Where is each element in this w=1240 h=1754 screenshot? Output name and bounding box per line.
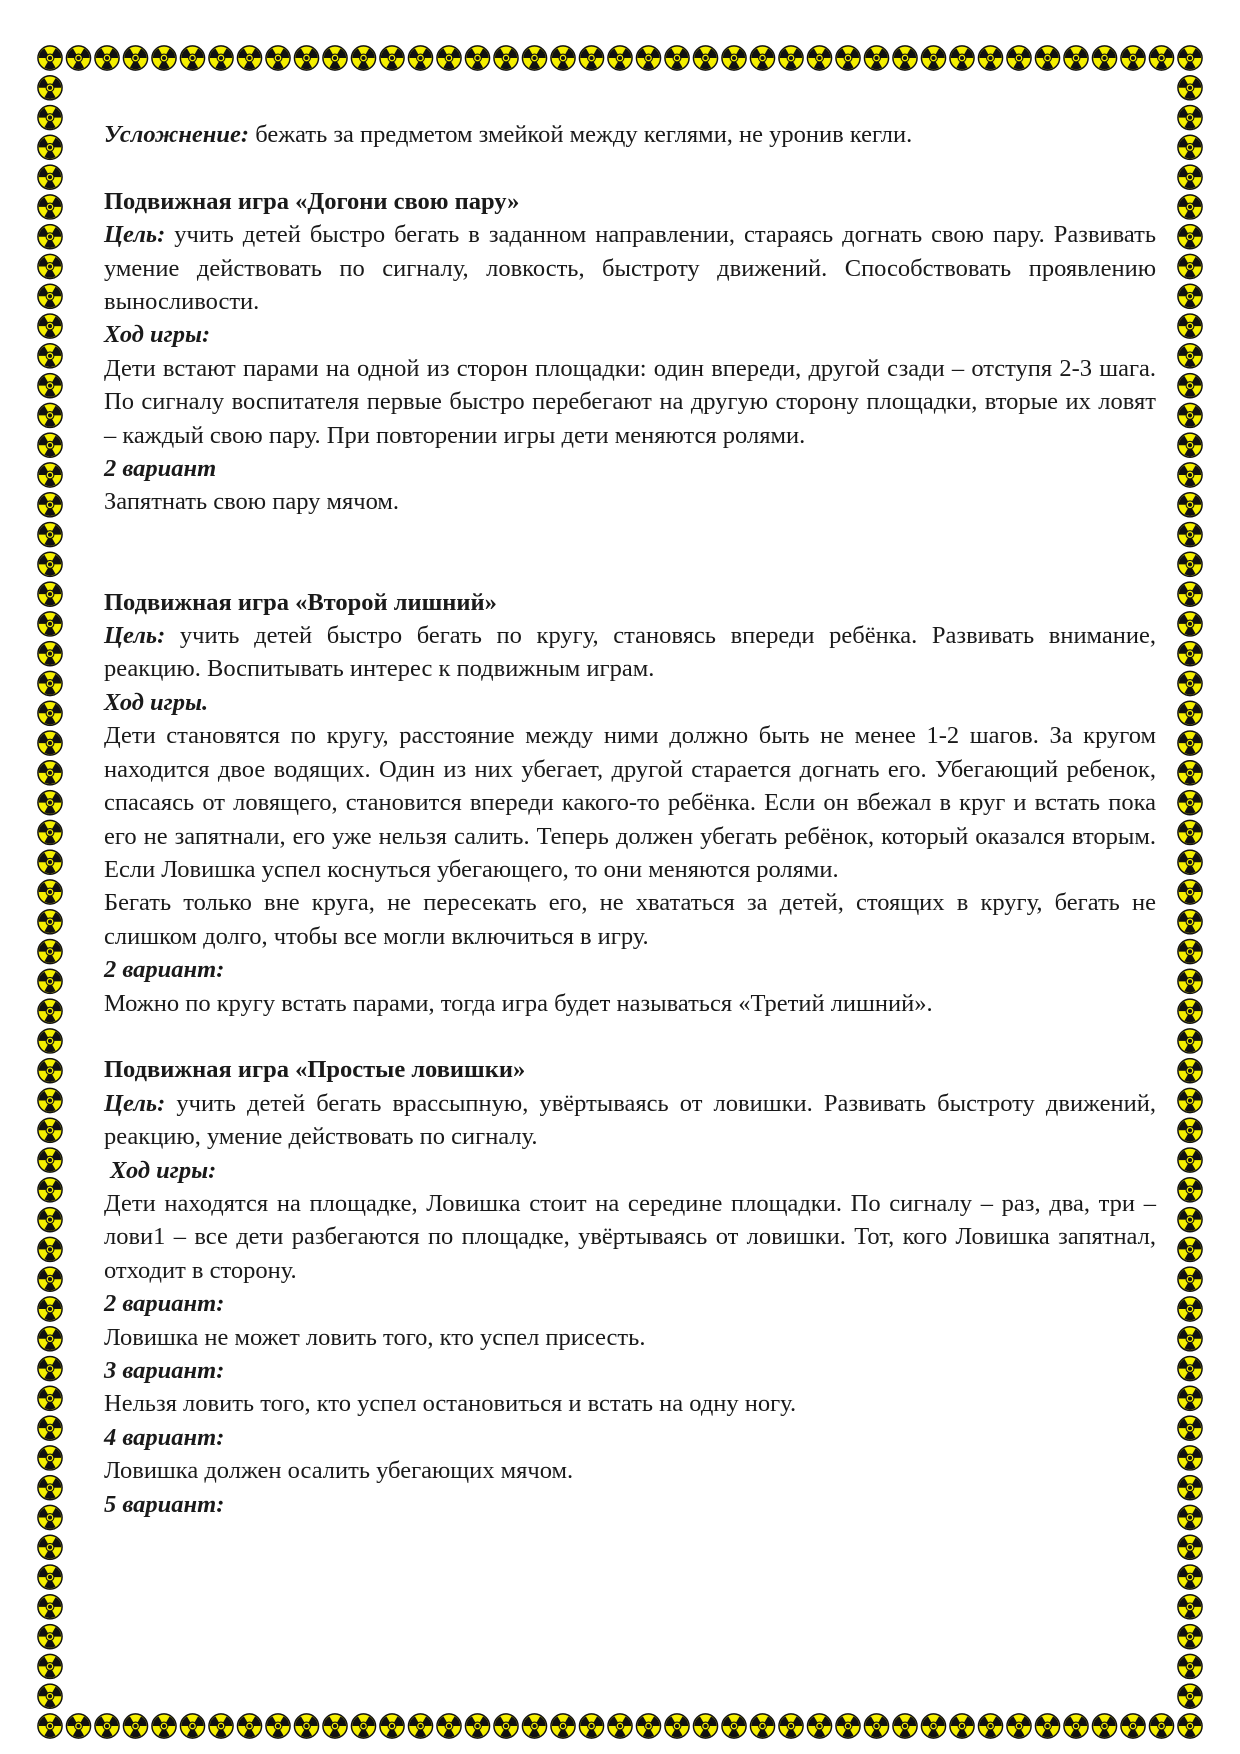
radiation-symbol-icon — [38, 1386, 62, 1410]
game-title: Подвижная игра «Догони свою пару» — [104, 187, 520, 215]
radiation-symbol-icon — [1178, 820, 1202, 844]
radiation-symbol-icon — [38, 552, 62, 576]
variant-label: 2 вариант: — [104, 956, 225, 984]
complication-paragraph — [104, 118, 1156, 151]
radiation-symbol-icon — [408, 1714, 432, 1738]
radiation-symbol-icon — [1178, 910, 1202, 934]
radiation-symbol-icon — [1178, 1505, 1202, 1529]
radiation-symbol-icon — [1007, 46, 1031, 70]
progress-label: Ход игры: — [104, 1156, 217, 1184]
radiation-symbol-icon — [38, 940, 62, 964]
radiation-symbol-icon — [38, 969, 62, 993]
radiation-symbol-icon — [921, 1714, 945, 1738]
radiation-symbol-icon — [38, 1505, 62, 1529]
variant-text: Запятнать свою пару мячом. — [104, 488, 400, 516]
goal-text: учить детей бегать врассыпную, увёртываясь от ловишки. Развивать быстроту движений, реакцию, умение действовать по сигналу. — [104, 1089, 1156, 1151]
radiation-symbol-icon — [38, 314, 62, 338]
game-title: Подвижная игра «Второй лишний» — [104, 588, 497, 616]
radiation-symbol-icon — [38, 1148, 62, 1172]
radiation-symbol-icon — [294, 1714, 318, 1738]
radiation-symbol-icon — [978, 46, 1002, 70]
radiation-symbol-icon — [38, 195, 62, 219]
radiation-symbol-icon — [893, 1714, 917, 1738]
radiation-symbol-icon — [38, 1029, 62, 1053]
radiation-symbol-icon — [38, 46, 62, 70]
radiation-symbol-icon — [1178, 1297, 1202, 1321]
radiation-symbol-icon — [1035, 46, 1059, 70]
progress-label: Ход игры. — [104, 688, 209, 716]
radiation-symbol-icon — [551, 46, 575, 70]
radiation-symbol-icon — [38, 403, 62, 427]
radiation-symbol-icon — [38, 701, 62, 725]
radiation-symbol-icon — [1178, 1178, 1202, 1202]
radiation-symbol-icon — [1121, 1714, 1145, 1738]
radiation-symbol-icon — [1092, 46, 1116, 70]
radiation-symbol-icon — [722, 1714, 746, 1738]
radiation-symbol-icon — [522, 46, 546, 70]
radiation-symbol-icon — [693, 46, 717, 70]
radiation-symbol-icon — [893, 46, 917, 70]
radiation-symbol-icon — [522, 1714, 546, 1738]
radiation-symbol-icon — [1178, 612, 1202, 636]
radiation-symbol-icon — [38, 880, 62, 904]
radiation-symbol-icon — [38, 1059, 62, 1083]
radiation-symbol-icon — [665, 1714, 689, 1738]
game-description: Дети встают парами на одной из сторон площадки: один впереди, другой сзади – отступя 2-3 шага. По сигналу воспитателя первые быстро перебегают на другую сторону площадки, вторые их ловят – каждый свою пару. При повторении игры дети меняются ролями. — [104, 354, 1156, 449]
radiation-symbol-icon — [95, 1714, 119, 1738]
radiation-symbol-icon — [1178, 1446, 1202, 1470]
radiation-symbol-icon — [266, 46, 290, 70]
radiation-symbol-icon — [38, 999, 62, 1023]
radiation-symbol-icon — [123, 1714, 147, 1738]
radiation-symbol-icon — [1178, 165, 1202, 189]
radiation-symbol-icon — [38, 225, 62, 249]
goal-label: Цель: — [104, 622, 166, 650]
radiation-symbol-icon — [1178, 1684, 1202, 1708]
radiation-symbol-icon — [1178, 1416, 1202, 1440]
radiation-symbol-icon — [38, 1178, 62, 1202]
variant-label: 2 вариант — [104, 455, 217, 483]
radiation-symbol-icon — [437, 1714, 461, 1738]
progress-label: Ход игры: — [104, 321, 211, 349]
radiation-symbol-icon — [95, 46, 119, 70]
radiation-symbol-icon — [1178, 969, 1202, 993]
radiation-symbol-icon — [1007, 1714, 1031, 1738]
variant-text: Ловишка не может ловить того, кто успел присесть. — [104, 1323, 646, 1351]
radiation-symbol-icon — [579, 46, 603, 70]
radiation-symbol-icon — [152, 46, 176, 70]
radiation-symbol-icon — [38, 1595, 62, 1619]
variant-label: 2 вариант: — [104, 1290, 225, 1318]
radiation-symbol-icon — [1178, 999, 1202, 1023]
radiation-symbol-icon — [1178, 1476, 1202, 1500]
radiation-symbol-icon — [38, 1297, 62, 1321]
goal-label: Цель: — [104, 1089, 166, 1117]
game-section-vtoroy-lishniy — [104, 586, 1156, 1020]
radiation-symbol-icon — [38, 850, 62, 874]
radiation-symbol-icon — [1178, 284, 1202, 308]
radiation-symbol-icon — [1178, 344, 1202, 368]
radiation-symbol-icon — [38, 582, 62, 606]
radiation-symbol-icon — [38, 254, 62, 278]
radiation-symbol-icon — [1178, 1118, 1202, 1142]
radiation-symbol-icon — [1178, 1625, 1202, 1649]
radiation-symbol-icon — [1178, 433, 1202, 457]
radiation-symbol-icon — [1064, 46, 1088, 70]
radiation-symbol-icon — [1178, 463, 1202, 487]
radiation-symbol-icon — [921, 46, 945, 70]
radiation-symbol-icon — [351, 46, 375, 70]
variant-label: 5 вариант: — [104, 1490, 225, 1518]
radiation-symbol-icon — [1178, 403, 1202, 427]
radiation-symbol-icon — [1178, 195, 1202, 219]
radiation-symbol-icon — [294, 46, 318, 70]
radiation-symbol-icon — [1178, 582, 1202, 606]
radiation-symbol-icon — [1178, 135, 1202, 159]
radiation-symbol-icon — [779, 1714, 803, 1738]
radiation-symbol-icon — [38, 910, 62, 934]
radiation-symbol-icon — [836, 46, 860, 70]
radiation-symbol-icon — [551, 1714, 575, 1738]
radiation-symbol-icon — [38, 1684, 62, 1708]
radiation-symbol-icon — [1178, 1208, 1202, 1232]
radiation-symbol-icon — [237, 1714, 261, 1738]
complication-label: Усложнение: — [104, 121, 250, 148]
variant-text: Можно по кругу встать парами, тогда игра будет называться «Третий лишний». — [104, 989, 933, 1017]
radiation-symbol-icon — [807, 1714, 831, 1738]
radiation-symbol-icon — [1178, 880, 1202, 904]
radiation-symbol-icon — [380, 1714, 404, 1738]
radiation-symbol-icon — [38, 493, 62, 517]
radiation-symbol-icon — [1178, 671, 1202, 695]
radiation-symbol-icon — [38, 1088, 62, 1112]
radiation-symbol-icon — [1178, 493, 1202, 517]
radiation-symbol-icon — [209, 46, 233, 70]
document-body — [104, 118, 1156, 1521]
radiation-symbol-icon — [722, 46, 746, 70]
radiation-symbol-icon — [608, 1714, 632, 1738]
radiation-symbol-icon — [38, 106, 62, 130]
radiation-symbol-icon — [1178, 1535, 1202, 1559]
radiation-symbol-icon — [750, 1714, 774, 1738]
radiation-symbol-icon — [1178, 850, 1202, 874]
variant-label: 3 вариант: — [104, 1356, 225, 1384]
radiation-symbol-icon — [465, 46, 489, 70]
radiation-symbol-icon — [1178, 1237, 1202, 1261]
radiation-symbol-icon — [1178, 940, 1202, 964]
radiation-symbol-icon — [38, 1565, 62, 1589]
radiation-symbol-icon — [66, 46, 90, 70]
radiation-symbol-icon — [636, 1714, 660, 1738]
radiation-symbol-icon — [38, 1476, 62, 1500]
radiation-symbol-icon — [38, 1535, 62, 1559]
radiation-symbol-icon — [978, 1714, 1002, 1738]
radiation-symbol-icon — [1178, 1386, 1202, 1410]
radiation-symbol-icon — [1035, 1714, 1059, 1738]
radiation-symbol-icon — [437, 46, 461, 70]
radiation-symbol-icon — [38, 344, 62, 368]
game-description: Дети становятся по кругу, расстояние между ними должно быть не менее 1-2 шагов. За кругом находится двое водящих. Один из них убегает, другой старается догнать его. Убегающий ребенок, спасаясь от ловящего, становится впереди какого-то ребёнка. Если он вбежал в круг и встать пока его не запятнали, его уже нельзя салить. Теперь должен убегать ребёнок, который оказался вторым. Если Ловишка успел коснуться убегающего, то они меняются ролями. — [104, 722, 1156, 883]
radiation-symbol-icon — [836, 1714, 860, 1738]
radiation-symbol-icon — [38, 1208, 62, 1232]
radiation-symbol-icon — [864, 46, 888, 70]
radiation-symbol-icon — [1178, 642, 1202, 666]
radiation-symbol-icon — [494, 46, 518, 70]
radiation-symbol-icon — [38, 642, 62, 666]
goal-label: Цель: — [104, 221, 166, 249]
radiation-symbol-icon — [636, 46, 660, 70]
radiation-symbol-icon — [465, 1714, 489, 1738]
radiation-symbol-icon — [38, 374, 62, 398]
radiation-symbol-icon — [1149, 1714, 1173, 1738]
radiation-symbol-icon — [66, 1714, 90, 1738]
radiation-symbol-icon — [38, 761, 62, 785]
radiation-symbol-icon — [266, 1714, 290, 1738]
radiation-symbol-icon — [1178, 1654, 1202, 1678]
radiation-symbol-icon — [1178, 791, 1202, 815]
radiation-symbol-icon — [38, 1654, 62, 1678]
radiation-symbol-icon — [38, 135, 62, 159]
variant-text: Ловишка должен осалить убегающих мячом. — [104, 1457, 574, 1485]
radiation-symbol-icon — [38, 1714, 62, 1738]
radiation-symbol-icon — [864, 1714, 888, 1738]
radiation-symbol-icon — [152, 1714, 176, 1738]
radiation-symbol-icon — [1178, 1088, 1202, 1112]
radiation-symbol-icon — [1178, 1267, 1202, 1291]
radiation-symbol-icon — [408, 46, 432, 70]
radiation-symbol-icon — [38, 791, 62, 815]
radiation-symbol-icon — [1178, 106, 1202, 130]
radiation-symbol-icon — [950, 46, 974, 70]
radiation-symbol-icon — [38, 284, 62, 308]
game-section-dogoni-svoyu-paru — [104, 185, 1156, 519]
radiation-symbol-icon — [807, 46, 831, 70]
radiation-symbol-icon — [38, 1446, 62, 1470]
radiation-symbol-icon — [38, 76, 62, 100]
goal-text: учить детей быстро бегать в заданном направлении, стараясь догнать свою пару. Развивать умение действовать по сигналу, ловкость, быстроту движений. Способствовать проявлению выносливости. — [104, 221, 1156, 316]
game-section-prostye-lovishki — [104, 1053, 1156, 1521]
radiation-symbol-icon — [1149, 46, 1173, 70]
radiation-symbol-icon — [779, 46, 803, 70]
radiation-symbol-icon — [1178, 523, 1202, 547]
radiation-symbol-icon — [38, 1416, 62, 1440]
goal-text: учить детей быстро бегать по кругу, становясь впереди ребёнка. Развивать внимание, реакцию. Воспитывать интерес к подвижным играм. — [104, 622, 1156, 683]
radiation-symbol-icon — [1064, 1714, 1088, 1738]
radiation-symbol-icon — [38, 1118, 62, 1142]
radiation-symbol-icon — [1178, 552, 1202, 576]
radiation-symbol-icon — [323, 46, 347, 70]
variant-text: Нельзя ловить того, кто успел остановиться и встать на одну ногу. — [104, 1390, 797, 1418]
game-title: Подвижная игра «Простые ловишки» — [104, 1056, 526, 1084]
radiation-symbol-icon — [1178, 76, 1202, 100]
radiation-symbol-icon — [237, 46, 261, 70]
radiation-symbol-icon — [38, 1625, 62, 1649]
radiation-symbol-icon — [38, 433, 62, 457]
radiation-symbol-icon — [38, 731, 62, 755]
radiation-symbol-icon — [38, 1327, 62, 1351]
radiation-symbol-icon — [1178, 1714, 1202, 1738]
radiation-symbol-icon — [1178, 1148, 1202, 1172]
game-description: Дети находятся на площадке, Ловишка стоит на середине площадки. По сигналу – раз, два, три – лови1 – все дети разбегаются по площадке, увёртываясь от ловишки. Тот, кого Ловишка запятнал, отходит в сторону. — [104, 1189, 1156, 1284]
game-rules: Бегать только вне круга, не пересекать его, не хвататься за детей, стоящих в кругу, бегать не слишком долго, чтобы все могли включиться в игру. — [104, 889, 1156, 950]
radiation-symbol-icon — [38, 523, 62, 547]
radiation-symbol-icon — [180, 1714, 204, 1738]
radiation-symbol-icon — [38, 1237, 62, 1261]
complication-text: бежать за предметом змейкой между кеглями, не уронив кегли. — [249, 121, 913, 148]
radiation-symbol-icon — [1178, 1029, 1202, 1053]
radiation-symbol-icon — [693, 1714, 717, 1738]
radiation-symbol-icon — [38, 165, 62, 189]
game-goal — [104, 619, 1156, 686]
radiation-symbol-icon — [665, 46, 689, 70]
radiation-symbol-icon — [1178, 374, 1202, 398]
radiation-symbol-icon — [323, 1714, 347, 1738]
radiation-symbol-icon — [209, 1714, 233, 1738]
radiation-symbol-icon — [1178, 1327, 1202, 1351]
radiation-symbol-icon — [38, 463, 62, 487]
radiation-symbol-icon — [950, 1714, 974, 1738]
radiation-symbol-icon — [38, 671, 62, 695]
radiation-symbol-icon — [38, 820, 62, 844]
variant-label: 4 вариант: — [104, 1423, 225, 1451]
radiation-symbol-icon — [1178, 46, 1202, 70]
radiation-symbol-icon — [1178, 314, 1202, 338]
radiation-symbol-icon — [1178, 254, 1202, 278]
radiation-symbol-icon — [38, 1357, 62, 1381]
game-goal — [104, 218, 1156, 318]
radiation-symbol-icon — [1092, 1714, 1116, 1738]
radiation-symbol-icon — [1178, 1059, 1202, 1083]
radiation-symbol-icon — [608, 46, 632, 70]
radiation-symbol-icon — [1178, 701, 1202, 725]
radiation-symbol-icon — [579, 1714, 603, 1738]
radiation-symbol-icon — [38, 612, 62, 636]
radiation-symbol-icon — [1178, 1595, 1202, 1619]
radiation-symbol-icon — [1121, 46, 1145, 70]
radiation-symbol-icon — [750, 46, 774, 70]
game-goal — [104, 1087, 1156, 1154]
radiation-symbol-icon — [123, 46, 147, 70]
radiation-symbol-icon — [1178, 761, 1202, 785]
radiation-symbol-icon — [351, 1714, 375, 1738]
radiation-symbol-icon — [180, 46, 204, 70]
radiation-symbol-icon — [494, 1714, 518, 1738]
radiation-symbol-icon — [1178, 1565, 1202, 1589]
radiation-symbol-icon — [38, 1267, 62, 1291]
radiation-symbol-icon — [1178, 225, 1202, 249]
radiation-symbol-icon — [380, 46, 404, 70]
radiation-symbol-icon — [1178, 1357, 1202, 1381]
radiation-symbol-icon — [1178, 731, 1202, 755]
